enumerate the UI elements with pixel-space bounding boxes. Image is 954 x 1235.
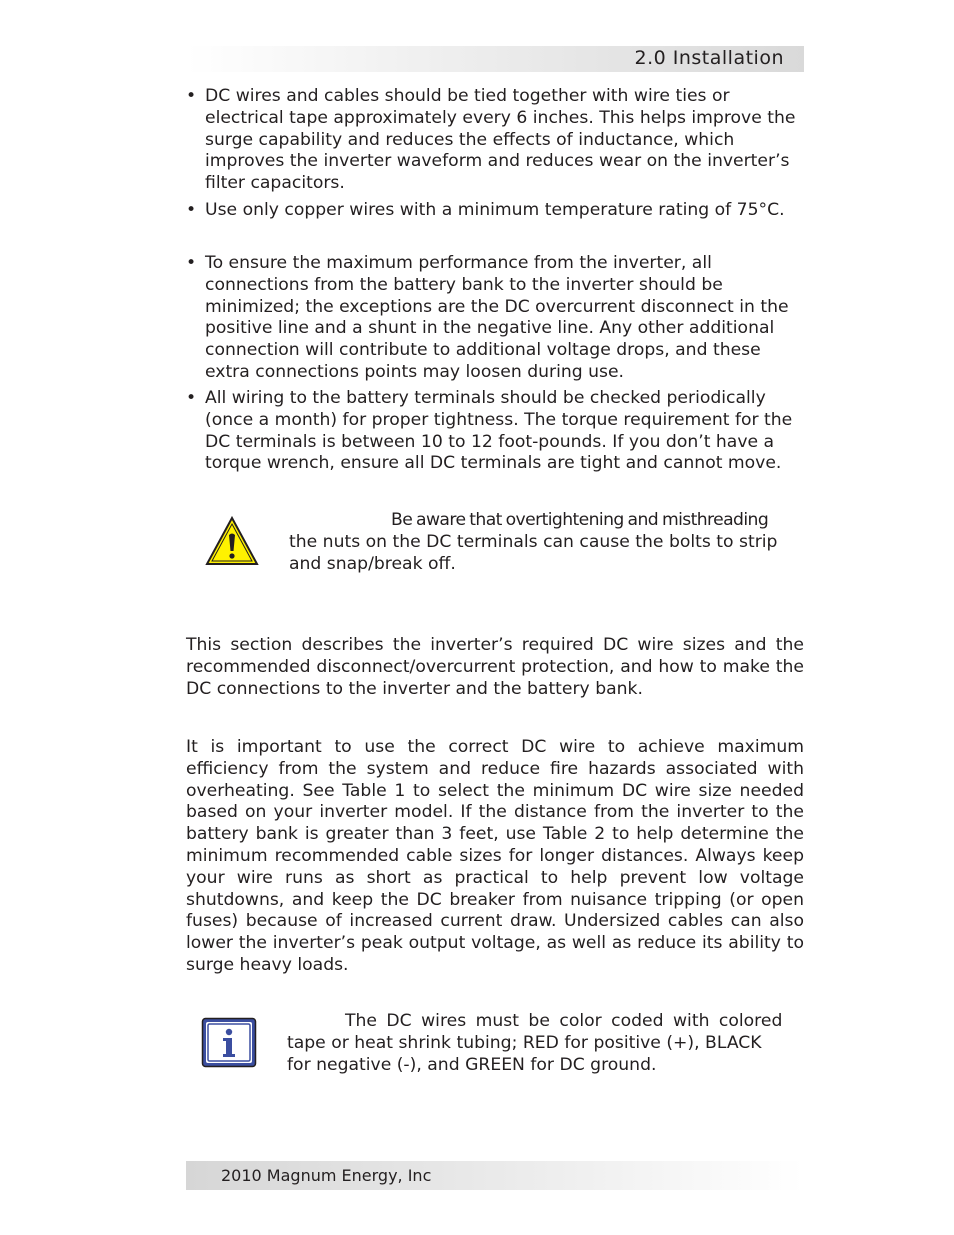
bullet-text: DC wires and cables should be tied together with wire ties or electrical tape approximately every 6 inches. This helps improve the surge capability and reduces the effects of inductance, which improves the inverter waveform and reduces wear on the inverter’s filter capacitors. xyxy=(205,86,796,194)
bullet-list-3 xyxy=(186,253,804,388)
info-note xyxy=(287,1011,795,1076)
caution-triangle-icon xyxy=(204,515,260,567)
bullet-symbol: • xyxy=(186,200,197,220)
caution-note xyxy=(289,510,797,575)
bullet-symbol: • xyxy=(186,388,197,408)
bullet-text: To ensure the maximum performance from the inverter, all connections from the battery bank to the inverter should be minimized; the exceptions are the DC overcurrent disconnect in the positive line and a shunt in the negative line. Any other additional connection will contribute to additional voltage drops, and these extra connections points may loosen during use. xyxy=(205,253,789,382)
list-item xyxy=(186,86,804,198)
bullet-text: All wiring to the battery terminals should be checked periodically (once a month) for proper tightness. The torque requirement for the DC terminals is between 10 to 12 foot-pounds. If you don’t have a torque wrench, ensure all DC terminals are tight and cannot move. xyxy=(205,388,793,474)
bullet-text: Use only copper wires with a minimum temperature rating of 75°C. xyxy=(205,200,785,220)
section-header-bar xyxy=(186,46,804,72)
info-line-3: for negative (-), and GREEN for DC ground. xyxy=(287,1054,657,1075)
bullet-list-2 xyxy=(186,200,804,226)
list-item xyxy=(186,388,804,475)
caution-line-3: and snap/break off. xyxy=(289,553,456,574)
footer-copyright: 2010 Magnum Energy, Inc xyxy=(221,1166,432,1185)
caution-line-2: the nuts on the DC terminals can cause the bolts to strip xyxy=(289,531,778,552)
caution-line-1: Be aware that overtightening and misthreading xyxy=(391,510,769,530)
bullet-list-4 xyxy=(186,388,804,479)
list-item xyxy=(186,200,804,222)
list-item xyxy=(186,253,804,384)
info-line-2: tape or heat shrink tubing; RED for positive (+), BLACK xyxy=(287,1032,762,1053)
info-line-1: The DC wires must be color coded with colored xyxy=(345,1011,783,1031)
wire-size-paragraph: It is important to use the correct DC wire to achieve maximum efficiency from the system and reduce fire hazards associated with overheating. See Table 1 to select the minimum DC wire size needed based on your inverter model. If the distance from the inverter to the battery bank is greater than 3 feet, use Table 2 to help determine the minimum recommended cable sizes for longer distances. Always keep your wire runs as short as practical to help prevent low voltage shutdowns, and keep the DC breaker from nuisance tripping (or open fuses) because of increased current draw. Undersized cables can also lower the inverter’s peak output voltage, as well as reduce its ability to surge heavy loads. xyxy=(186,737,804,975)
footer-bar xyxy=(186,1161,804,1190)
bullet-symbol: • xyxy=(186,86,197,106)
intro-paragraph: This section describes the inverter’s required DC wire sizes and the recommended disconnect/overcurrent protection, and how to make the DC connections to the inverter and the battery bank. xyxy=(186,635,804,699)
info-icon xyxy=(201,1017,257,1069)
bullet-list xyxy=(186,86,804,202)
section-title: 2.0 Installation xyxy=(634,47,784,69)
bullet-symbol: • xyxy=(186,253,197,273)
